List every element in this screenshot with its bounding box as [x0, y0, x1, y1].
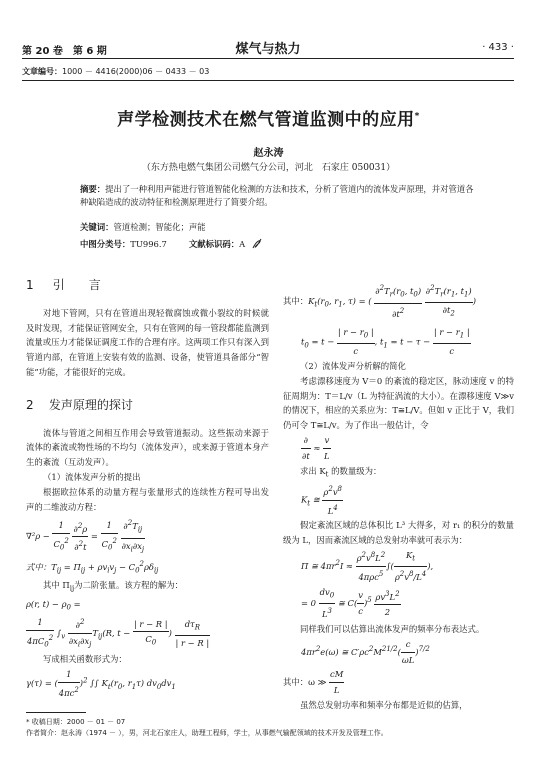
header-rule	[22, 58, 514, 59]
artno-rule	[22, 80, 514, 81]
tensor-definition: 式中：$T_{ij} = \Pi_{ij} + \rho v_iv_j - C_0^2\rho\delta_{ij}$	[26, 560, 159, 575]
footnote-rule	[26, 712, 86, 713]
solution-lhs: ρ(r, $t) - \rho_0$ =	[26, 598, 81, 612]
right-paragraph-b: 假定紊流区域的总体积比 L³ 大得多，对 r₁ 的积分的数量级为 L，因而紊流区域的总发射功率就可表示为：	[283, 520, 514, 546]
subsection-2-heading: （2）流体发声分析解的简化	[300, 361, 406, 371]
section-1-heading: 1 引 言	[26, 278, 101, 292]
left-column	[26, 278, 269, 701]
journal-name: 煤气与热力	[235, 42, 301, 57]
derivative-approx: $\frac{\partial}{\partial t}$ ≈ $\frac{v}{L}$	[302, 434, 330, 461]
section-2-paragraph-1: 流体与管道之间相互作用会导致管道振动。这些振动来源于流体的紊流或物性场的不均匀（流体发声），或来源于管道本身产生的紊流（互动发声）。	[26, 427, 269, 468]
volume-issue: 第 20 卷 第 6 期	[22, 46, 107, 57]
article-number: 文章编号：1000 － 4416(2000)06 － 0433 － 03	[22, 67, 210, 76]
footnote-received: * 收稿日期：2000 － 01 － 07	[26, 718, 126, 726]
right-paragraph-d: 虽然总发射功率和频率分布都是近似的估算，	[300, 699, 468, 710]
footnote-bio: 作者简介：赵永涛（1974 － ），男，河北石家庄人，助理工程师，学士，从事燃气输配领域的技术开发及管理工作。	[26, 729, 388, 737]
right-column	[283, 281, 514, 713]
page-number: · 433 ·	[482, 42, 514, 53]
tensor-note: 其中 $\Pi_{ij}$为二阶张量。该方程的解为：	[43, 580, 183, 594]
section-2-paragraph-2: 根据欧拉体系的动量方程与张量形式的连续性方程可导出发声的二维波动方程：	[26, 486, 269, 512]
t-definitions: $t_0 = t$ − $\frac{| r - r_0 |}{c}$ , $t_1 = t - \tau$ − $\frac{| r - r_1 |}{c}$	[301, 326, 470, 357]
classification: 中图分类号：TU996.7 文献标识码：A	[80, 236, 264, 250]
kt-order-label: 求出 $K_t$ 的数量级为：	[300, 465, 382, 479]
right-paragraph-a: 考虑漂移速度为 V＝0 的紊流的稳定区，脉动速度 v 的特征周期为：T＝L/v（L 为特征涡流的大小）。在漂移速度 V≫v 的情况下，相应的关系应为：T≅L/V。但如 v 正比于 V，我们仍可令 T≅L/v。为了作出一般估计，令	[283, 375, 514, 431]
power-equation-1: Π ≅ $4\pi r^2I$ ≈ $\frac{\rho^2v^8L^2}{4\pi\rho c^5}$ ∫( $\frac{K_t}{\rho^2v^8/L^4}$ ),	[301, 549, 434, 583]
kt-equation: 其中：$K_t(r_0$, $r_1$, τ) = ( $\frac{\partial^2T_r(r_0, t_0)}{\partial t^2}$ $\frac{\partial^2T_r(r_1, t_1)}{\partial t_2}$ )	[283, 281, 514, 322]
power-equation-2: = 0 $\frac{dv_0}{L^3}$ ≅ C( $\frac{v}{c}$ )$^5$ $\frac{\rho v^3L^2}{2}$	[301, 586, 400, 620]
solution-integral: $\frac{1}{4\pi C_0^2}$ $\int_v$ $\frac{\partial^2}{\partial x_i\partial x_j}$ $T_{ij}(R$, t − $\frac{| r - R |}{C_0}$ ) $\frac{d\tau_R}{| r - R |}$	[27, 617, 210, 649]
handwritten-mark	[250, 236, 264, 250]
correlation-form-label: 写成相关函数形式为：	[43, 654, 127, 665]
section-2-heading: 2 发声原理的探讨	[26, 397, 133, 412]
affiliation: （东方热电燃气集团公司燃气分公司，河北 石家庄 050031）	[141, 163, 396, 173]
author: 赵永涛	[253, 148, 284, 159]
keywords: 关键词：管道检测；智能化；声能	[80, 222, 206, 232]
paper-title: 声学检测技术在燃气管道监测中的应用*	[117, 110, 420, 130]
omega-condition: 其中：ω ≫ $\frac{cM}{L}$	[283, 669, 344, 696]
abstract: 摘要：提出了一种利用声能进行管道智能化检测的方法和技术，分析了管道内的流体发声原理，并对管道各种缺陷造成的波动特征和检测原理进行了简要介绍。	[80, 184, 474, 207]
right-paragraph-c: 同样我们可以估算出流体发声的频率分布表达式。	[300, 623, 485, 634]
frequency-equation: $4\pi r^2e(\omega)$ ≅ $C'\rho c^2M^{21/2}$( $\frac{c}{\omega L}$ )$^{7/2}$	[301, 638, 430, 665]
wave-equation: ∇²ρ − $\frac{1}{C_0^2}$ $\frac{\partial^2\rho}{\partial^2t}$ = $\frac{1}{C_0^2}$ $\frac{\partial^2T_{ij}}{\partial x_i\partial x_j}$	[26, 516, 269, 557]
kt-order-equation: $K_t$ ≅ $\frac{\rho^2v^8}{L^4}$	[283, 482, 514, 518]
running-header	[22, 40, 514, 56]
section-1-paragraph: 对地下管网，只有在管道出现轻微腐蚀或微小裂纹的时候就及时发现，才能保证管网安全，只有在管网的每一管段都能监测到流量或压力才能保证调度工作的合理有序。这两项工作只有深入到管道内部，在管道上安装有效的监测、设备，使管道具备部分“智能”功能，才能很好的完成。	[26, 307, 269, 377]
correlation-equation: γ(τ) = ( $\frac{1}{4\pi c^2}$ )$^2$ ∫∫ $K_t(r_0$, $r_1\tau$) $dv_0dv_1$	[26, 669, 176, 698]
subsection-1-heading: （1）流体发声分析的提出	[43, 471, 141, 482]
